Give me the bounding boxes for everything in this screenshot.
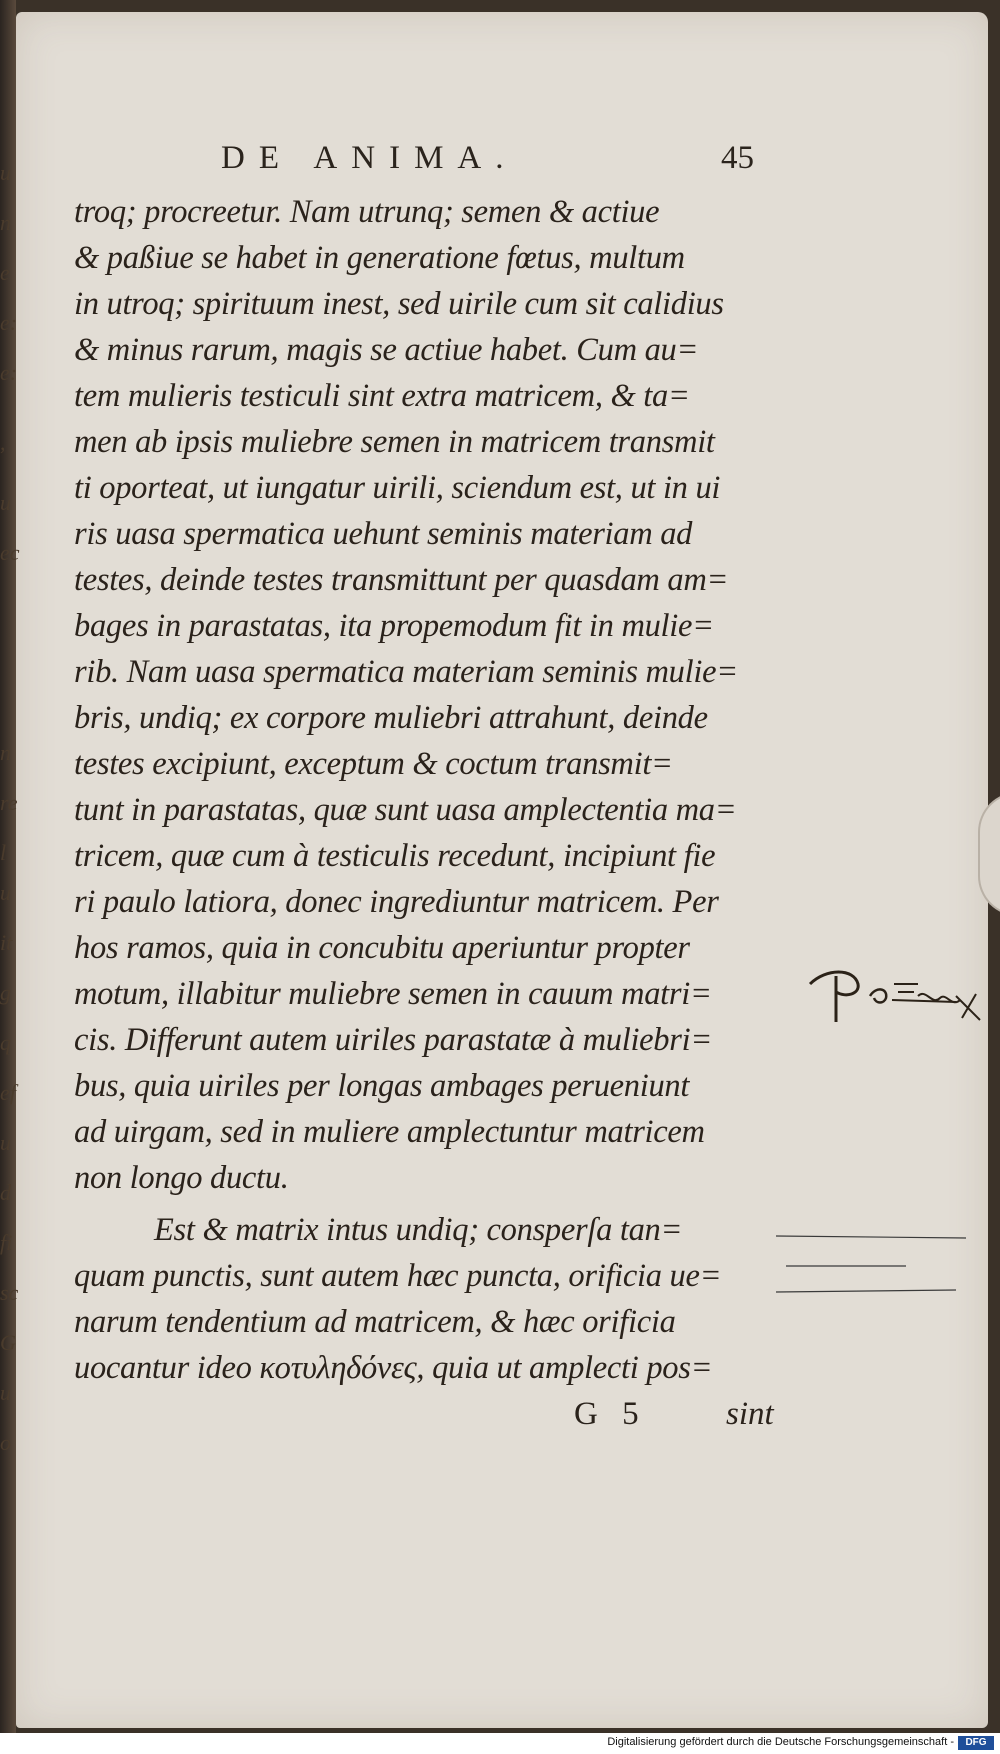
text-line: testes excipiunt, exceptum & coctum transmit= [74,746,673,782]
bleed-glyph: u [0,880,11,905]
text-line: tem mulieris testiculi sint extra matricem, & ta= [74,378,690,414]
bleed-glyph: fi [0,1230,13,1255]
bleed-glyph: e [0,260,10,285]
text-line: non longo ductu. [74,1160,289,1196]
handwritten-marginal-note [806,962,996,1032]
text-line: cis. Differunt autem uiriles parastatæ à muliebri= [74,1022,712,1058]
text-line: tunt in parastatas, quæ sunt uasa amplectentia ma= [74,792,737,828]
text-line: quam punctis, sunt autem hæc puncta, orificia ue= [74,1258,722,1294]
text-line: bus, quia uiriles per longas ambages perueniunt [74,1068,690,1104]
pen-strokes [776,1230,976,1310]
page-tab-notch [978,792,1000,916]
page-number: 45 [721,140,754,176]
funding-credit: Digitalisierung gefördert durch die Deutsche Forschungsgemeinschaft - [607,1736,954,1748]
bleed-glyph: ec [0,540,20,565]
text-line: Est & matrix intus undiq; consperſa tan= [154,1212,683,1248]
bleed-glyph: n [0,210,11,235]
text-line: ad uirgam, sed in muliere amplectuntur matricem [74,1114,705,1150]
bleed-glyph: , [0,430,6,455]
text-line: men ab ipsis muliebre semen in matricem transmit [74,424,715,460]
bleed-glyph: u [0,160,11,185]
bleed-glyph: G [0,1330,16,1355]
signature-mark: G 5 [574,1396,647,1432]
bleed-glyph: sc [0,1280,19,1305]
bleed-glyph: re [0,790,18,815]
text-line: testes, deinde testes transmittunt per quasdam am= [74,562,729,598]
bleed-glyph: u [0,1380,11,1405]
text-line: bris, undiq; ex corpore muliebri attrahunt, deinde [74,700,708,736]
text-line: in utroq; spirituum inest, sed uirile cum sit calidius [74,286,724,322]
digitization-footer [0,1733,1000,1754]
text-line: bages in parastatas, ita propemodum fit in mulie= [74,608,714,644]
text-line: motum, illabitur muliebre semen in cauum matri= [74,976,712,1012]
bleed-glyph: e: [0,360,18,385]
bleed-glyph: g [0,980,11,1005]
text-line: & minus rarum, magis se actiue habet. Cum au= [74,332,699,368]
text-line: uocantur ideo κοτυληδόνες, quia ut amplecti pos= [74,1350,713,1386]
text-line: hos ramos, quia in concubitu aperiuntur propter [74,930,690,966]
text-line: ri paulo latiora, donec ingrediuntur matricem. Per [74,884,719,920]
facing-page-bleed [0,160,30,1540]
text-line: & paßiue se habet in generatione fœtus, multum [74,240,685,276]
running-head: DE ANIMA. [221,140,518,176]
text-line: ti oporteat, ut iungatur uirili, sciendum est, ut in ui [74,470,721,506]
bleed-glyph: d [0,1180,11,1205]
bleed-glyph: n [0,740,11,765]
bleed-glyph: u [0,1130,11,1155]
bleed-glyph: ef [0,1080,16,1105]
text-line: rib. Nam uasa spermatica materiam seminis mulie= [74,654,738,690]
bleed-glyph: o [0,1430,11,1455]
catchline [74,1396,784,1436]
bleed-glyph: l [0,840,7,865]
bleed-glyph: it [0,930,13,955]
text-line: troq; procreetur. Nam utrunq; semen & actiue [74,194,660,230]
dfg-logo: DFG [958,1736,994,1750]
text-line: narum tendentium ad matricem, & hæc orificia [74,1304,676,1340]
text-line: ris uasa spermatica uehunt seminis materiam ad [74,516,693,552]
catchword: sint [726,1396,774,1432]
book-page [16,12,988,1728]
text-line: tricem, quæ cum à testiculis recedunt, incipiunt fie [74,838,716,874]
bleed-glyph: q [0,1030,11,1055]
bleed-glyph: e: [0,310,18,335]
bleed-glyph: u [0,490,11,515]
